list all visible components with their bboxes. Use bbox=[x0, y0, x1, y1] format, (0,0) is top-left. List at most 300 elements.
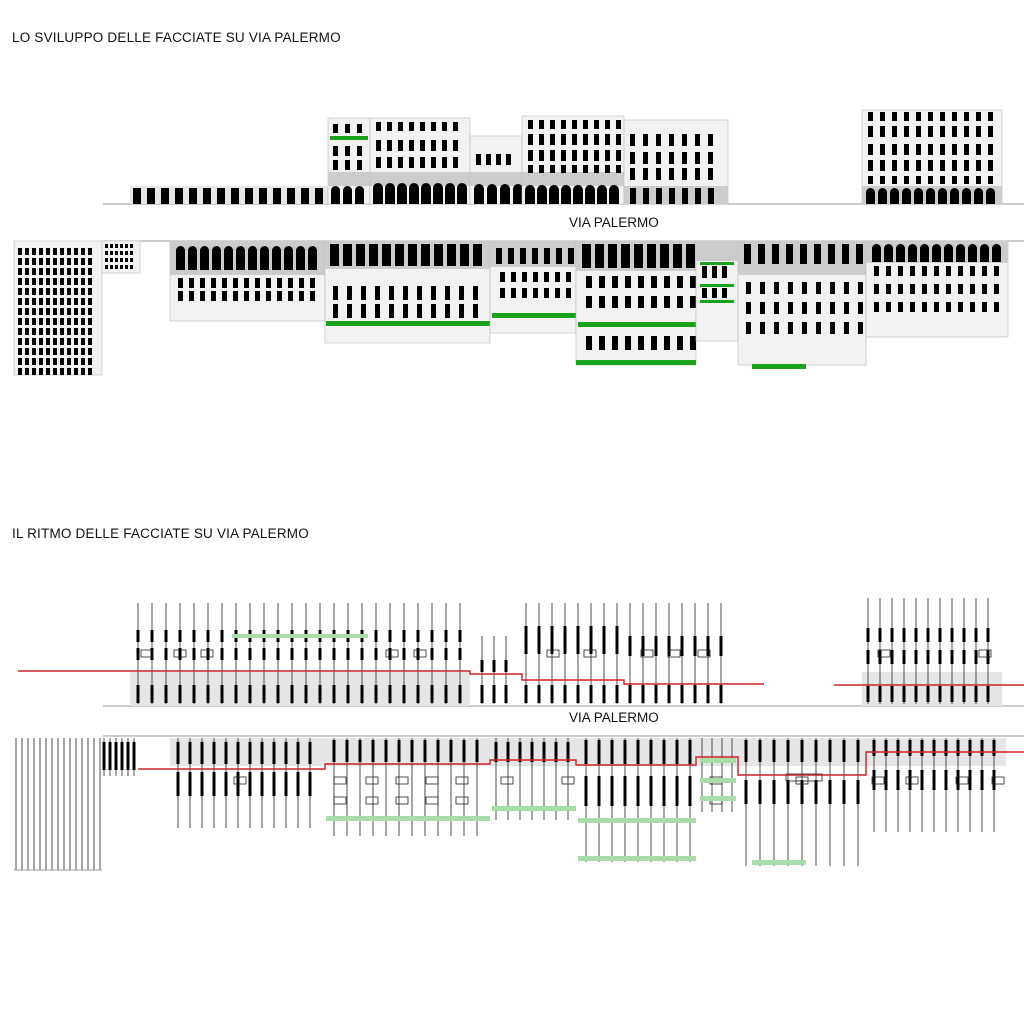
rhythm-tick bbox=[538, 626, 541, 654]
rhythm-tick bbox=[815, 740, 818, 762]
rhythm-tick bbox=[179, 685, 182, 703]
window bbox=[886, 302, 891, 312]
window bbox=[934, 266, 939, 276]
green-band bbox=[578, 856, 696, 861]
window bbox=[431, 304, 436, 318]
rhythm-tick bbox=[585, 740, 588, 764]
rhythm-tick bbox=[165, 685, 168, 703]
rhythm-tick bbox=[249, 685, 252, 703]
window bbox=[417, 304, 422, 318]
rhythm-tick bbox=[867, 628, 870, 642]
window bbox=[982, 284, 987, 294]
window bbox=[431, 140, 436, 151]
window bbox=[398, 140, 403, 151]
window bbox=[916, 112, 921, 121]
rhythm-tick bbox=[927, 628, 930, 642]
rhythm-tick bbox=[237, 742, 240, 764]
arch-opening bbox=[944, 244, 953, 262]
rhythm-tick bbox=[385, 740, 388, 762]
window bbox=[25, 308, 29, 315]
rhythm-tick bbox=[285, 742, 288, 764]
window bbox=[32, 328, 36, 335]
window bbox=[774, 282, 779, 294]
window bbox=[976, 160, 981, 171]
window bbox=[403, 304, 408, 318]
window bbox=[550, 165, 555, 173]
balcony-box bbox=[414, 650, 426, 657]
window bbox=[32, 288, 36, 295]
window bbox=[110, 244, 113, 248]
rhythm-tick bbox=[459, 685, 462, 703]
window bbox=[952, 112, 957, 121]
rhythm-tick bbox=[221, 685, 224, 703]
rhythm-tick bbox=[193, 648, 196, 660]
window bbox=[988, 176, 993, 184]
window bbox=[656, 188, 662, 204]
window bbox=[88, 338, 92, 345]
window bbox=[695, 134, 700, 146]
window bbox=[880, 112, 885, 121]
rhythm-tick bbox=[291, 685, 294, 703]
arch-opening bbox=[457, 183, 467, 204]
window bbox=[643, 168, 648, 180]
window bbox=[594, 134, 599, 145]
window bbox=[708, 168, 713, 180]
window bbox=[583, 120, 588, 129]
rhythm-tick bbox=[555, 742, 558, 762]
rhythm-tick bbox=[189, 742, 192, 764]
window bbox=[904, 112, 909, 121]
arch-opening bbox=[421, 183, 431, 204]
window bbox=[74, 338, 78, 345]
window bbox=[81, 338, 85, 345]
arch-opening bbox=[385, 183, 395, 204]
window bbox=[53, 298, 57, 305]
window bbox=[46, 368, 50, 375]
green-band bbox=[492, 313, 576, 318]
rhythm-tick bbox=[689, 776, 692, 806]
rhythm-tick bbox=[975, 650, 978, 664]
rhythm-tick bbox=[417, 685, 420, 703]
window bbox=[520, 248, 526, 264]
window bbox=[940, 176, 945, 184]
window bbox=[816, 302, 821, 314]
rhythm-tick bbox=[650, 740, 653, 764]
building-plinth bbox=[370, 172, 470, 186]
green-band bbox=[700, 300, 734, 303]
window bbox=[616, 120, 621, 129]
rhythm-tick bbox=[249, 772, 252, 796]
window bbox=[958, 302, 963, 312]
window bbox=[940, 112, 945, 121]
window bbox=[760, 282, 765, 294]
window bbox=[333, 286, 338, 300]
window bbox=[53, 268, 57, 275]
arch-opening bbox=[260, 246, 269, 270]
rhythm-tick bbox=[975, 628, 978, 642]
window bbox=[994, 266, 999, 276]
rhythm-tick bbox=[891, 650, 894, 664]
window bbox=[453, 140, 458, 151]
window bbox=[67, 278, 71, 285]
rhythm-tick bbox=[359, 740, 362, 762]
window bbox=[916, 144, 921, 155]
window bbox=[952, 176, 957, 184]
window bbox=[18, 318, 22, 325]
window bbox=[244, 291, 249, 301]
window bbox=[886, 284, 891, 294]
facade-development-group bbox=[14, 110, 1024, 375]
window bbox=[625, 276, 631, 288]
rhythm-tick bbox=[843, 740, 846, 762]
window bbox=[53, 358, 57, 365]
arcade-window bbox=[175, 188, 183, 204]
window bbox=[67, 288, 71, 295]
window bbox=[982, 302, 987, 312]
rhythm-tick bbox=[843, 780, 846, 804]
window bbox=[643, 134, 648, 146]
rhythm-tick bbox=[773, 740, 776, 762]
window bbox=[934, 284, 939, 294]
window bbox=[81, 288, 85, 295]
window bbox=[357, 124, 362, 133]
rhythm-tick bbox=[951, 650, 954, 664]
window bbox=[976, 112, 981, 121]
window bbox=[88, 248, 92, 255]
rhythm-tick bbox=[891, 686, 894, 702]
window bbox=[211, 278, 216, 288]
window bbox=[830, 322, 835, 334]
window bbox=[376, 140, 381, 151]
window bbox=[695, 152, 700, 164]
rhythm-tick bbox=[333, 685, 336, 703]
arch-opening bbox=[188, 246, 197, 270]
arcade-window bbox=[231, 188, 239, 204]
window bbox=[970, 284, 975, 294]
window bbox=[634, 244, 643, 268]
rhythm-tick bbox=[235, 685, 238, 703]
rhythm-tick bbox=[681, 685, 684, 703]
window bbox=[395, 244, 404, 266]
window bbox=[868, 112, 873, 121]
window bbox=[53, 338, 57, 345]
rhythm-tick bbox=[249, 742, 252, 764]
green-band bbox=[576, 360, 696, 365]
rhythm-tick bbox=[957, 770, 960, 790]
window bbox=[760, 322, 765, 334]
window bbox=[25, 338, 29, 345]
window bbox=[277, 278, 282, 288]
rhythm-tick bbox=[963, 686, 966, 702]
balcony-box bbox=[906, 777, 918, 784]
window bbox=[130, 244, 133, 248]
rhythm-tick bbox=[668, 685, 671, 703]
rhythm-tick bbox=[577, 626, 580, 654]
rhythm-tick bbox=[957, 740, 960, 756]
rhythm-tick bbox=[879, 628, 882, 642]
window bbox=[722, 266, 727, 278]
rhythm-tick bbox=[221, 648, 224, 660]
rhythm-tick bbox=[707, 636, 710, 656]
rhythm-tick bbox=[519, 742, 522, 762]
arcade-base bbox=[130, 186, 330, 204]
rhythm-tick bbox=[598, 740, 601, 764]
window bbox=[952, 144, 957, 155]
window bbox=[651, 336, 657, 350]
window bbox=[32, 308, 36, 315]
rhythm-tick bbox=[319, 685, 322, 703]
rhythm-tick bbox=[505, 685, 508, 703]
window bbox=[774, 322, 779, 334]
window bbox=[25, 258, 29, 265]
window bbox=[81, 298, 85, 305]
window bbox=[608, 244, 617, 268]
window bbox=[612, 276, 618, 288]
green-band bbox=[700, 758, 736, 763]
rhythm-tick bbox=[445, 630, 448, 642]
window bbox=[120, 258, 123, 262]
arch-opening bbox=[938, 188, 947, 204]
rhythm-tick bbox=[201, 772, 204, 796]
balcony-box bbox=[501, 777, 513, 784]
rhythm-tick bbox=[564, 626, 567, 654]
rhythm-tick bbox=[493, 660, 496, 672]
window bbox=[566, 288, 571, 298]
window bbox=[200, 278, 205, 288]
rhythm-tick bbox=[437, 740, 440, 762]
window bbox=[88, 278, 92, 285]
rhythm-tick bbox=[277, 685, 280, 703]
green-band bbox=[700, 262, 734, 265]
window bbox=[528, 150, 533, 161]
window bbox=[347, 304, 352, 318]
rhythm-tick bbox=[361, 648, 364, 660]
rhythm-tick bbox=[903, 650, 906, 664]
window bbox=[946, 284, 951, 294]
arcade-window bbox=[301, 188, 309, 204]
rhythm-tick bbox=[927, 686, 930, 702]
window bbox=[233, 291, 238, 301]
arch-opening bbox=[525, 185, 535, 204]
window bbox=[357, 146, 362, 156]
rhythm-tick bbox=[897, 770, 900, 790]
arch-opening bbox=[176, 246, 185, 270]
window bbox=[357, 160, 362, 170]
window bbox=[189, 278, 194, 288]
rhythm-tick bbox=[611, 740, 614, 764]
window bbox=[288, 278, 293, 288]
window bbox=[555, 288, 560, 298]
window bbox=[431, 286, 436, 300]
window bbox=[746, 302, 751, 314]
window bbox=[46, 258, 50, 265]
rhythm-tick bbox=[261, 772, 264, 796]
window bbox=[389, 304, 394, 318]
window bbox=[532, 248, 538, 264]
window bbox=[88, 348, 92, 355]
window bbox=[431, 122, 436, 131]
window bbox=[81, 278, 85, 285]
window bbox=[690, 296, 696, 308]
window bbox=[682, 188, 688, 204]
window bbox=[442, 140, 447, 151]
window bbox=[874, 284, 879, 294]
arch-opening bbox=[373, 183, 383, 204]
rhythm-tick bbox=[207, 630, 210, 642]
rhythm-tick bbox=[538, 685, 541, 703]
window bbox=[67, 368, 71, 375]
rhythm-tick bbox=[431, 685, 434, 703]
window bbox=[539, 150, 544, 161]
window bbox=[572, 165, 577, 173]
arch-opening bbox=[236, 246, 245, 270]
arch-opening bbox=[962, 188, 971, 204]
window bbox=[18, 258, 22, 265]
rhythm-tick bbox=[389, 630, 392, 642]
window bbox=[25, 298, 29, 305]
arcade-window bbox=[189, 188, 197, 204]
window bbox=[130, 265, 133, 269]
window bbox=[60, 318, 64, 325]
window bbox=[970, 302, 975, 312]
window bbox=[345, 146, 350, 156]
window bbox=[946, 266, 951, 276]
window bbox=[18, 328, 22, 335]
arch-opening bbox=[248, 246, 257, 270]
window bbox=[18, 368, 22, 375]
arch-opening bbox=[487, 184, 497, 204]
arch-opening bbox=[355, 186, 364, 204]
rhythm-tick bbox=[249, 648, 252, 660]
window bbox=[708, 188, 714, 204]
balcony-box bbox=[334, 777, 346, 784]
window bbox=[420, 157, 425, 168]
rhythm-tick bbox=[189, 772, 192, 796]
window bbox=[25, 348, 29, 355]
plinth-band bbox=[862, 672, 1002, 706]
rhythm-tick bbox=[297, 742, 300, 764]
green-band bbox=[752, 364, 806, 369]
rhythm-tick bbox=[221, 630, 224, 642]
rhythm-tick bbox=[347, 685, 350, 703]
window bbox=[970, 266, 975, 276]
window bbox=[60, 358, 64, 365]
rhythm-tick bbox=[759, 780, 762, 804]
window bbox=[952, 126, 957, 137]
window bbox=[910, 266, 915, 276]
rhythm-tick bbox=[137, 648, 140, 660]
window bbox=[110, 265, 113, 269]
window bbox=[892, 126, 897, 137]
window bbox=[356, 244, 365, 266]
window bbox=[544, 288, 549, 298]
rhythm-tick bbox=[624, 740, 627, 764]
window bbox=[74, 308, 78, 315]
window bbox=[310, 278, 315, 288]
rhythm-tick bbox=[891, 628, 894, 642]
window bbox=[508, 248, 514, 264]
window bbox=[712, 266, 717, 278]
window bbox=[786, 244, 793, 264]
window bbox=[595, 244, 604, 268]
rhythm-tick bbox=[137, 630, 140, 642]
rhythm-tick bbox=[787, 780, 790, 804]
window bbox=[53, 308, 57, 315]
rhythm-tick bbox=[551, 685, 554, 703]
window bbox=[816, 322, 821, 334]
window bbox=[417, 286, 422, 300]
window bbox=[621, 244, 630, 268]
window bbox=[130, 258, 133, 262]
window bbox=[605, 150, 610, 161]
window bbox=[682, 152, 687, 164]
building-plinth bbox=[522, 172, 624, 186]
window bbox=[800, 244, 807, 264]
window bbox=[431, 157, 436, 168]
window bbox=[874, 266, 879, 276]
window bbox=[612, 336, 618, 350]
rhythm-tick bbox=[347, 648, 350, 660]
window bbox=[533, 288, 538, 298]
rhythm-tick bbox=[650, 776, 653, 806]
rhythm-tick bbox=[333, 740, 336, 762]
window bbox=[664, 296, 670, 308]
window bbox=[630, 152, 635, 164]
rhythm-tick bbox=[525, 626, 528, 654]
window bbox=[32, 348, 36, 355]
window bbox=[81, 358, 85, 365]
window bbox=[528, 165, 533, 173]
window bbox=[550, 150, 555, 161]
window bbox=[946, 302, 951, 312]
window bbox=[586, 336, 592, 350]
rhythm-tick bbox=[495, 742, 498, 762]
arch-opening bbox=[224, 246, 233, 270]
rhythm-tick bbox=[319, 648, 322, 660]
window bbox=[81, 308, 85, 315]
window bbox=[88, 358, 92, 365]
rhythm-tick bbox=[927, 650, 930, 664]
window bbox=[408, 244, 417, 266]
window bbox=[74, 318, 78, 325]
window bbox=[125, 251, 128, 255]
window bbox=[695, 188, 701, 204]
rhythm-tick bbox=[642, 636, 645, 656]
window bbox=[976, 144, 981, 155]
rhythm-tick bbox=[963, 628, 966, 642]
window bbox=[539, 165, 544, 173]
window bbox=[389, 286, 394, 300]
rhythm-tick bbox=[720, 636, 723, 656]
window bbox=[81, 328, 85, 335]
rhythm-tick bbox=[939, 686, 942, 702]
arch-opening bbox=[200, 246, 209, 270]
rhythm-tick bbox=[424, 740, 427, 762]
rhythm-tick bbox=[235, 648, 238, 660]
window bbox=[511, 288, 516, 298]
window bbox=[74, 298, 78, 305]
green-band bbox=[752, 860, 806, 865]
window bbox=[18, 278, 22, 285]
window bbox=[630, 134, 635, 146]
window bbox=[39, 328, 43, 335]
window bbox=[744, 244, 751, 264]
arcade-window bbox=[147, 188, 155, 204]
window bbox=[81, 258, 85, 265]
window bbox=[333, 160, 338, 170]
window bbox=[53, 288, 57, 295]
rhythm-tick bbox=[403, 685, 406, 703]
